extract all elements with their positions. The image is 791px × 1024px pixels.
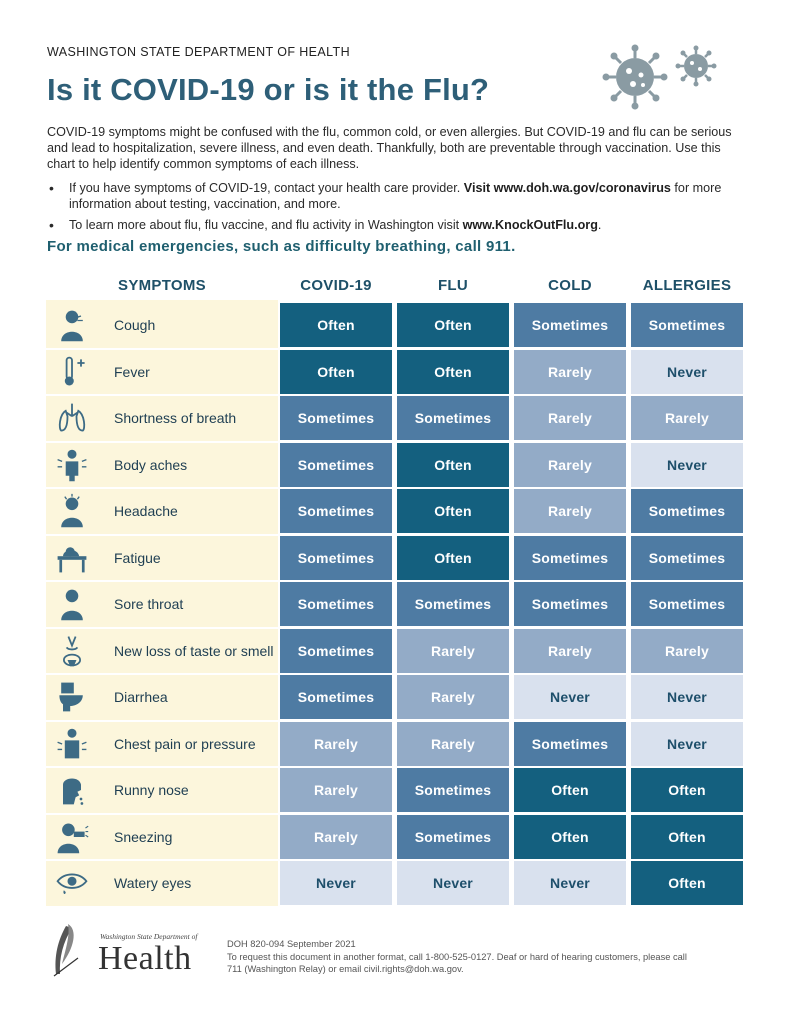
symptom-label: Cough xyxy=(114,317,156,333)
cold-frequency-cell: Often xyxy=(514,768,626,812)
allergies-frequency-cell: Sometimes xyxy=(631,536,743,580)
allergies-frequency-cell: Often xyxy=(631,768,743,812)
page-title: Is it COVID-19 or is it the Flu? xyxy=(47,72,490,107)
covid-frequency-cell: Sometimes xyxy=(280,443,392,487)
logo-health-text: Health xyxy=(98,940,192,977)
row-divider xyxy=(46,487,278,489)
covid-frequency-cell: Often xyxy=(280,303,392,347)
symptom-label: Fatigue xyxy=(114,549,161,566)
covid-frequency-cell: Sometimes xyxy=(280,536,392,580)
table-row xyxy=(46,443,746,487)
emergency-notice: For medical emergencies, such as difficulty breathing, call 911. xyxy=(47,238,516,255)
logo-agency-text: Washington State Department of xyxy=(100,932,198,941)
thermometer-icon xyxy=(46,350,98,394)
covid-frequency-cell: Sometimes xyxy=(280,396,392,440)
flu-frequency-cell: Rarely xyxy=(397,722,509,766)
covid-frequency-cell: Sometimes xyxy=(280,675,392,719)
body-aches-icon xyxy=(46,443,98,487)
runny-nose-icon xyxy=(46,768,98,812)
symptom-label: Body aches xyxy=(114,456,188,473)
taste-smell-icon xyxy=(46,629,98,673)
allergies-frequency-cell: Sometimes xyxy=(631,489,743,533)
row-divider xyxy=(46,766,278,768)
fatigue-icon xyxy=(46,536,98,580)
covid-frequency-cell: Rarely xyxy=(280,815,392,859)
flu-frequency-cell: Rarely xyxy=(397,675,509,719)
bullet-item: • If you have symptoms of COVID-19, contact your health care provider. Visit www.doh.wa.gov/coronavirus for more information about testing, vaccination, and more. xyxy=(49,180,722,211)
sore-throat-icon xyxy=(46,582,98,626)
flu-frequency-cell: Rarely xyxy=(397,629,509,673)
allergies-frequency-cell: Sometimes xyxy=(631,303,743,347)
header-covid: COVID-19 xyxy=(300,277,372,294)
symptom-label: New loss of taste or smell xyxy=(114,642,274,659)
flu-frequency-cell: Often xyxy=(397,303,509,347)
covid-frequency-cell: Sometimes xyxy=(280,629,392,673)
intro-paragraph: COVID-19 symptoms might be confused with the flu, common cold, or even allergies. But COVID-19 and flu can be serious and lead to hospitalization, severe illness, and even death. Thankfully, both are preventable through vaccination. Use this chart to help identify common symptoms of each illness. xyxy=(47,125,732,171)
document-id: DOH 820-094 September 2021 xyxy=(227,939,356,949)
allergies-frequency-cell: Never xyxy=(631,722,743,766)
allergies-frequency-cell: Sometimes xyxy=(631,582,743,626)
info-bullets xyxy=(47,180,747,238)
headache-icon xyxy=(46,489,98,533)
cold-frequency-cell: Often xyxy=(514,815,626,859)
flu-frequency-cell: Never xyxy=(397,861,509,905)
bullet-item: • To learn more about flu, flu vaccine, and flu activity in Washington visit www.KnockOutFlu.org. xyxy=(49,217,602,233)
covid-frequency-cell: Rarely xyxy=(280,722,392,766)
covid-frequency-cell: Sometimes xyxy=(280,582,392,626)
agency-name: WASHINGTON STATE DEPARTMENT OF HEALTH xyxy=(47,45,351,59)
symptom-label: Headache xyxy=(114,503,178,519)
symptom-label: Watery eyes xyxy=(114,875,192,891)
virus-small-icon xyxy=(675,45,717,87)
flu-frequency-cell: Sometimes xyxy=(397,815,509,859)
header-flu: FLU xyxy=(437,277,469,294)
row-divider xyxy=(46,394,278,396)
flu-frequency-cell: Often xyxy=(397,536,509,580)
table-row xyxy=(46,396,746,440)
coronavirus-link[interactable]: Visit www.doh.wa.gov/coronavirus xyxy=(463,181,671,195)
flu-frequency-cell: Often xyxy=(397,443,509,487)
row-divider xyxy=(46,627,278,629)
table-row xyxy=(46,768,746,812)
covid-frequency-cell: Never xyxy=(280,861,392,905)
knockoutflu-link[interactable]: www.KnockOutFlu.org xyxy=(462,218,598,232)
row-divider xyxy=(46,673,278,675)
allergies-frequency-cell: Rarely xyxy=(631,396,743,440)
row-divider xyxy=(46,348,278,350)
cold-frequency-cell: Rarely xyxy=(514,396,626,440)
cold-frequency-cell: Sometimes xyxy=(514,303,626,347)
allergies-frequency-cell: Often xyxy=(631,815,743,859)
cold-frequency-cell: Rarely xyxy=(514,629,626,673)
flu-frequency-cell: Often xyxy=(397,489,509,533)
symptom-label: Fever xyxy=(114,363,150,380)
bullet-dot: • xyxy=(49,180,54,196)
table-row xyxy=(46,303,746,347)
cold-frequency-cell: Never xyxy=(514,861,626,905)
table-row xyxy=(46,350,746,394)
table-row xyxy=(46,815,746,859)
header-symptoms: SYMPTOMS xyxy=(118,277,206,294)
table-row xyxy=(46,489,746,533)
accessibility-note: To request this document in another format, call 1-800-525-0127. Deaf or hard of hearing customers, please call 711 (Washington Relay) or email civil.rights@doh.wa.gov. xyxy=(227,951,687,974)
covid-frequency-cell: Rarely xyxy=(280,768,392,812)
watery-eye-icon xyxy=(46,861,98,905)
flu-frequency-cell: Sometimes xyxy=(397,768,509,812)
symptom-label: Chest pain or pressure xyxy=(114,735,256,752)
row-divider xyxy=(46,859,278,861)
allergies-frequency-cell: Never xyxy=(631,350,743,394)
cold-frequency-cell: Sometimes xyxy=(514,536,626,580)
table-row xyxy=(46,675,746,719)
flu-frequency-cell: Often xyxy=(397,350,509,394)
bullet-dot: • xyxy=(49,217,54,233)
lungs-icon xyxy=(46,396,98,440)
allergies-frequency-cell: Never xyxy=(631,675,743,719)
table-row xyxy=(46,582,746,626)
flu-frequency-cell: Sometimes xyxy=(397,396,509,440)
cold-frequency-cell: Rarely xyxy=(514,489,626,533)
chest-pain-icon xyxy=(46,722,98,766)
symptom-label: Shortness of breath xyxy=(114,410,237,426)
row-divider xyxy=(46,720,278,722)
allergies-frequency-cell: Rarely xyxy=(631,629,743,673)
cold-frequency-cell: Sometimes xyxy=(514,582,626,626)
row-divider xyxy=(46,580,278,582)
cold-frequency-cell: Never xyxy=(514,675,626,719)
row-divider xyxy=(46,534,278,536)
cold-frequency-cell: Rarely xyxy=(514,443,626,487)
cold-frequency-cell: Rarely xyxy=(514,350,626,394)
table-row xyxy=(46,861,746,905)
symptom-label: Runny nose xyxy=(114,782,189,798)
cough-icon xyxy=(46,303,98,347)
covid-frequency-cell: Sometimes xyxy=(280,489,392,533)
row-divider xyxy=(46,813,278,815)
header-allergies: ALLERGIES xyxy=(642,277,732,294)
toilet-icon xyxy=(46,675,98,719)
table-row xyxy=(46,629,746,673)
footer-text xyxy=(227,938,687,976)
header-cold: COLD xyxy=(548,277,592,294)
symptom-label: Sneezing xyxy=(114,828,173,845)
flu-frequency-cell: Sometimes xyxy=(397,582,509,626)
row-divider xyxy=(46,441,278,443)
virus-icon xyxy=(602,44,668,110)
table-row xyxy=(46,536,746,580)
allergies-frequency-cell: Never xyxy=(631,443,743,487)
sneezing-icon xyxy=(46,815,98,859)
cold-frequency-cell: Sometimes xyxy=(514,722,626,766)
covid-frequency-cell: Often xyxy=(280,350,392,394)
symptom-label: Diarrhea xyxy=(114,689,168,705)
symptom-label: Sore throat xyxy=(114,596,184,612)
allergies-frequency-cell: Often xyxy=(631,861,743,905)
table-row xyxy=(46,722,746,766)
